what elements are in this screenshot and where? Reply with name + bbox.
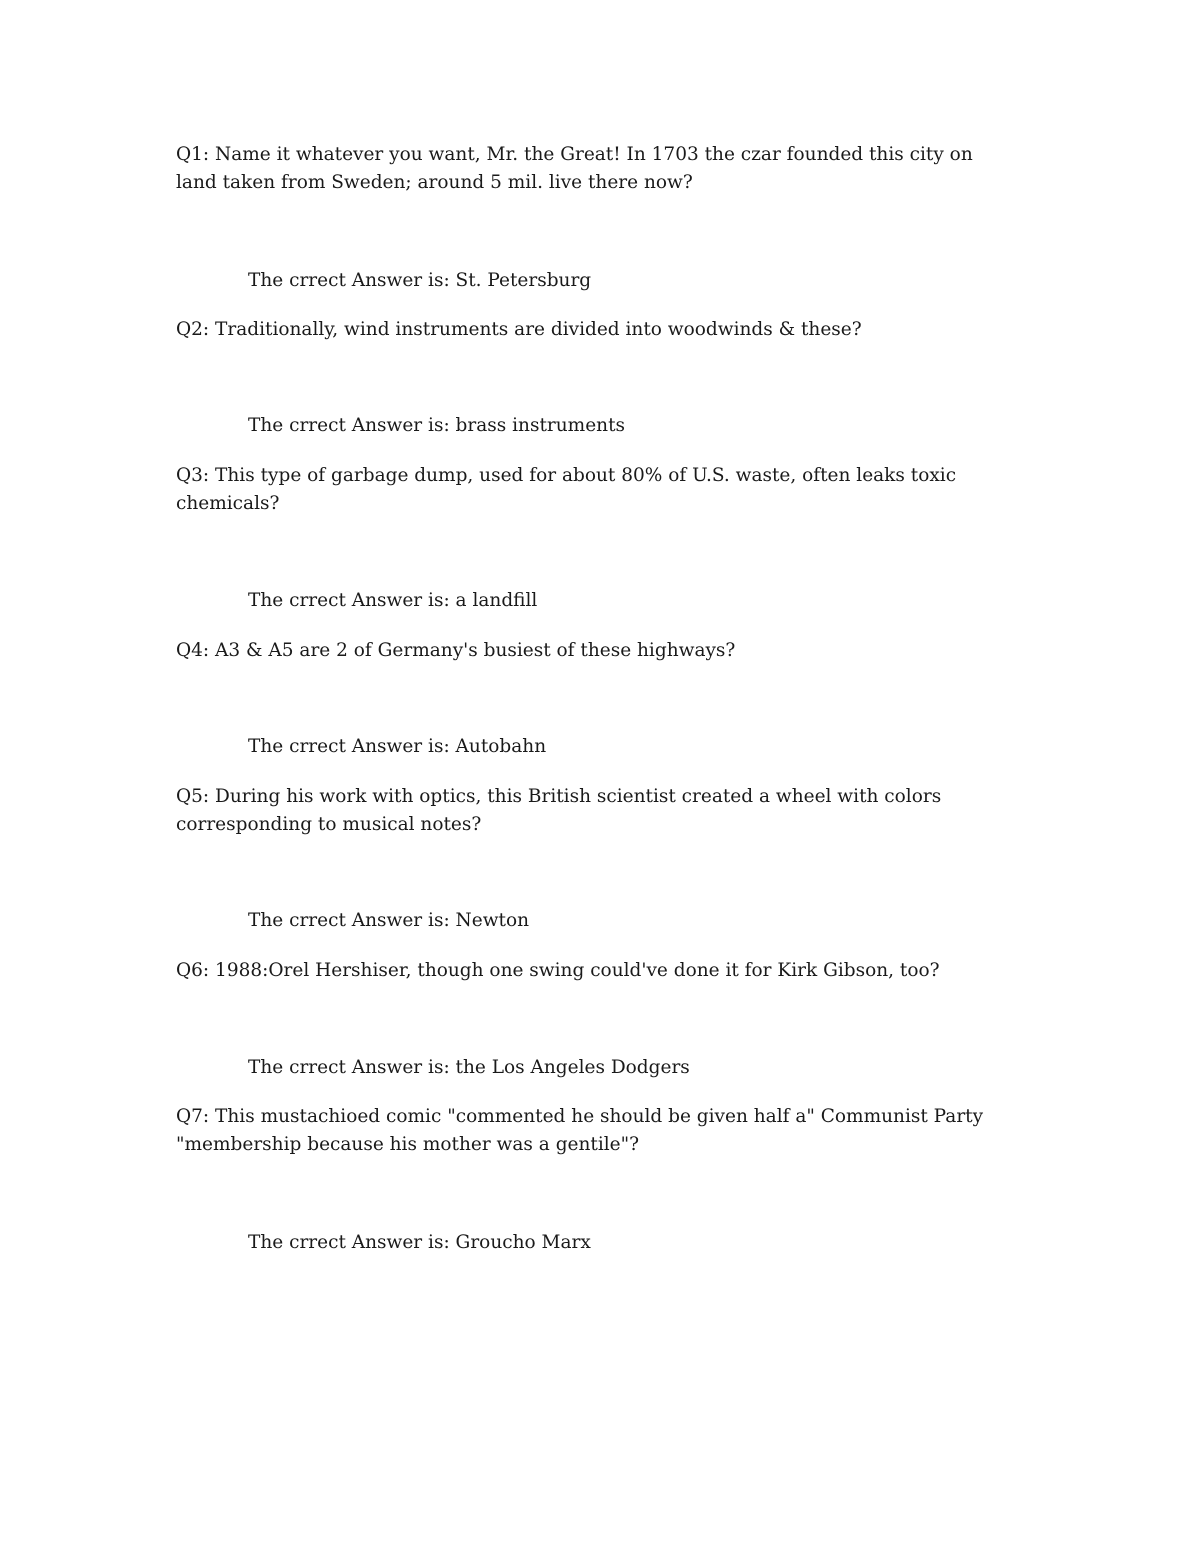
qa-answer-4 xyxy=(176,733,1006,761)
answer-text: The crrect Answer is: brass instruments xyxy=(248,415,625,436)
qa-answer-2 xyxy=(176,412,1006,440)
answer-text: The crrect Answer is: a landfill xyxy=(248,590,538,611)
qa-answer-1 xyxy=(176,267,1006,295)
qa-answer-5 xyxy=(176,907,1006,935)
question-text: Q1: Name it whatever you want, Mr. the Great! In 1703 the czar founded this city on land taken from Sweden; around 5 mil. live there now? xyxy=(176,144,973,193)
qa-item-6 xyxy=(176,957,1006,985)
answer-text: The crrect Answer is: the Los Angeles Dodgers xyxy=(248,1057,690,1078)
question-text: Q5: During his work with optics, this British scientist created a wheel with colors corresponding to musical notes? xyxy=(176,786,942,835)
qa-item-1 xyxy=(176,141,1006,197)
qa-answer-3 xyxy=(176,587,1006,615)
qa-item-3 xyxy=(176,462,1006,518)
answer-text: The crrect Answer is: St. Petersburg xyxy=(248,270,592,291)
question-text: Q6: 1988:Orel Hershiser, though one swing could've done it for Kirk Gibson, too? xyxy=(176,960,940,981)
qa-item-2 xyxy=(176,316,1006,344)
qa-item-7 xyxy=(176,1103,1006,1159)
answer-text: The crrect Answer is: Groucho Marx xyxy=(248,1232,591,1253)
answer-text: The crrect Answer is: Newton xyxy=(248,910,530,931)
qa-answer-7 xyxy=(176,1229,1006,1257)
question-text: Q2: Traditionally, wind instruments are divided into woodwinds & these? xyxy=(176,319,862,340)
question-text: Q7: This mustachioed comic "commented he should be given half a" Communist Party "membership because his mother was a gentile"? xyxy=(176,1106,984,1155)
qa-item-4 xyxy=(176,637,1006,665)
qa-item-5 xyxy=(176,783,1006,839)
qa-answer-6 xyxy=(176,1054,1006,1082)
answer-text: The crrect Answer is: Autobahn xyxy=(248,736,547,757)
question-text: Q4: A3 & A5 are 2 of Germany's busiest of these highways? xyxy=(176,640,736,661)
question-text: Q3: This type of garbage dump, used for about 80% of U.S. waste, often leaks toxic chemicals? xyxy=(176,465,957,514)
